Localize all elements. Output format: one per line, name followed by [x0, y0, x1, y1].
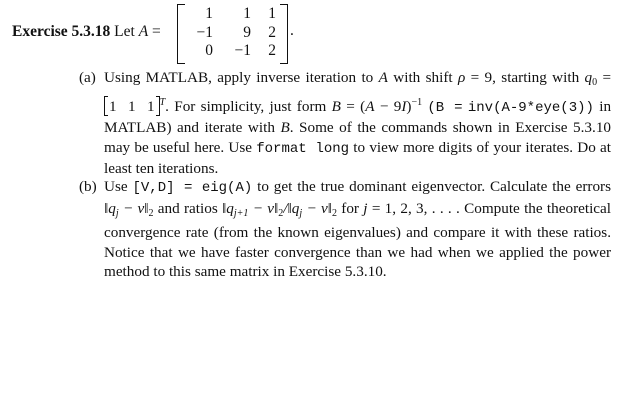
- math-var: ρ: [457, 69, 466, 86]
- math-subscript: 2: [148, 207, 154, 219]
- math-var: B: [331, 97, 341, 115]
- matrix-name: A: [138, 23, 149, 40]
- math-expr: ‖q: [104, 199, 116, 217]
- math-subscript: 0: [592, 77, 598, 88]
- matrix-cell: 2: [268, 23, 276, 41]
- matrix-cell: 1: [205, 5, 213, 23]
- matrix-row: [187, 24, 276, 43]
- math-expr: − v‖: [306, 199, 332, 217]
- exercise-heading: [12, 22, 161, 42]
- matrix-cell: 9: [243, 23, 251, 41]
- matrix-right-bracket: [280, 4, 288, 64]
- math-expr: − v‖: [122, 199, 149, 217]
- math-subscript: j: [299, 207, 303, 219]
- math-subscript: j+1: [233, 207, 249, 219]
- code-snippet: inv(A-9*eye(3)): [467, 99, 594, 116]
- matrix-cell: −1: [234, 42, 251, 60]
- start-vector: [104, 97, 160, 117]
- text-run: to view more digits of your iterates. Do at least ten iterations.: [104, 138, 611, 178]
- matrix-left-bracket: [177, 4, 185, 64]
- math-expr: − v‖: [252, 199, 279, 217]
- equals-sign: =: [152, 23, 161, 40]
- math-subscript: 2: [278, 207, 284, 219]
- heading-period: .: [290, 22, 294, 39]
- math-expr: /‖q: [283, 199, 300, 217]
- part-a: [79, 68, 612, 178]
- text-run: and ratios: [157, 199, 218, 217]
- text-run: to get the true dominant eigenvector. Calculate the errors: [257, 178, 612, 195]
- matrix-cell: 1: [243, 5, 251, 23]
- text-run: for: [341, 199, 359, 217]
- text-run: = 1, 2, 3, . . . .: [371, 199, 460, 217]
- part-a-text: [104, 68, 611, 179]
- text-run: − 9: [379, 97, 402, 115]
- matrix-cell: 1: [268, 5, 276, 23]
- text-run: . For simplicity, just form: [165, 97, 327, 115]
- matrix-cell: −1: [196, 23, 213, 41]
- code-snippet: (B =: [427, 99, 463, 116]
- text-run: Using MATLAB, apply inverse iteration to: [104, 69, 374, 86]
- matrix-row: [187, 5, 276, 24]
- math-var: q: [584, 69, 593, 86]
- matrix-row: [187, 42, 276, 61]
- text-run: . Some of the commands shown in Exercise 5.3.10 may be useful here. Use: [104, 119, 612, 156]
- text-run: with shift: [393, 69, 453, 86]
- text-run: ): [406, 97, 412, 115]
- part-b-label: (b): [79, 178, 97, 195]
- math-expr: ‖q: [222, 199, 234, 217]
- exercise-label: Exercise 5.3.18: [12, 23, 111, 40]
- text-run: Use: [104, 178, 128, 195]
- transpose-superscript: T: [159, 96, 166, 108]
- math-subscript: j: [115, 207, 119, 219]
- text-run: Compute the theoretical convergence rate (from the known eigenvalues) and compare it with these ratios. Notice that we have faster convergence than we had when we applied the power method to this same matrix in Exercise 5.3.10.: [104, 199, 612, 281]
- matrix-a: [177, 4, 288, 62]
- math-var: j: [363, 199, 368, 217]
- math-var: A: [365, 97, 375, 115]
- text-run: = (: [346, 97, 366, 115]
- math-subscript: 2: [331, 207, 337, 219]
- text-run: in MATLAB) and iterate with: [104, 97, 612, 137]
- matrix-cell: 0: [205, 42, 213, 60]
- part-a-label: (a): [79, 69, 96, 86]
- matrix-entries: [187, 5, 276, 61]
- part-b: [79, 177, 612, 281]
- intro-text: Let: [114, 23, 135, 40]
- math-var: B: [280, 119, 290, 137]
- vector-entries: 1 1 1: [109, 97, 155, 115]
- math-var: A: [378, 69, 388, 86]
- part-b-text: [104, 177, 611, 282]
- text-run: = 9, starting with: [470, 69, 580, 86]
- math-superscript: −1: [411, 96, 423, 108]
- math-var: I: [401, 97, 407, 115]
- matrix-cell: 2: [268, 42, 276, 60]
- text-run: =: [602, 69, 612, 86]
- code-snippet: [V,D] = eig(A): [132, 180, 253, 196]
- code-snippet: format long: [256, 140, 350, 157]
